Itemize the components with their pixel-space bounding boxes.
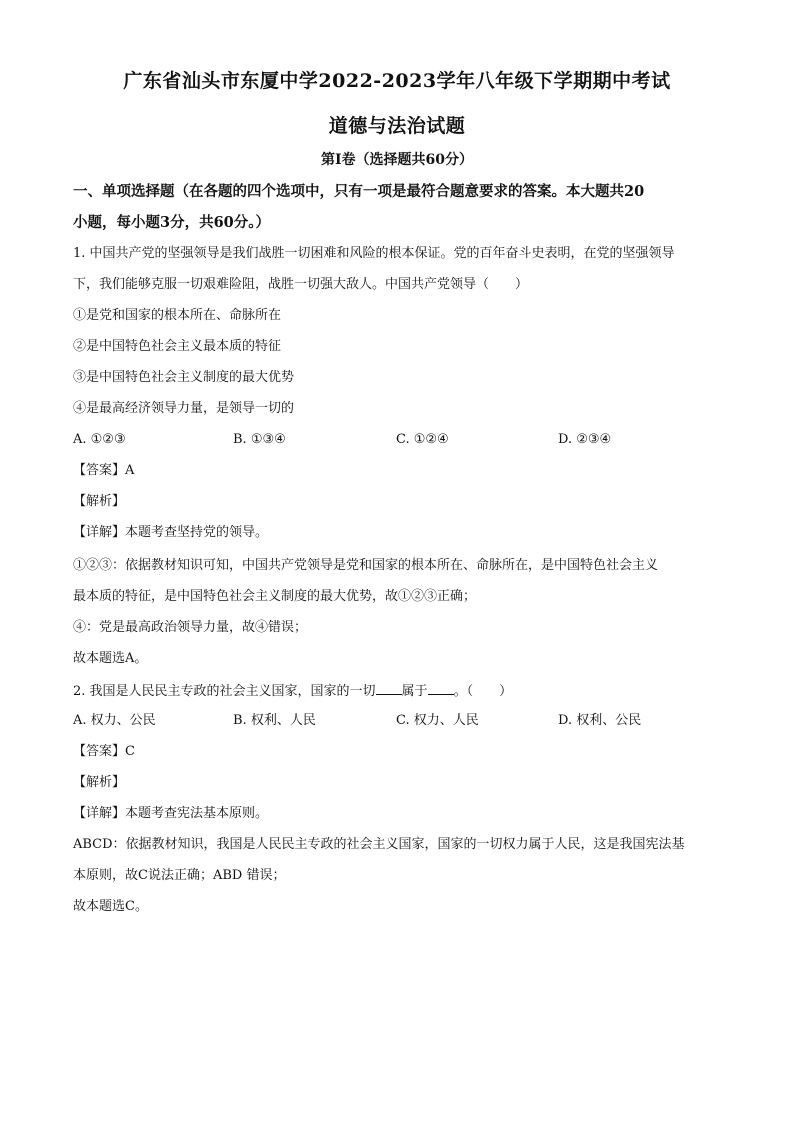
q2-explanation-line1: ABCD：依据教材知识，我国是人民民主专政的社会主义国家，国家的一切权力属于人民，这是我国宪法基 [73,837,685,852]
q2-conclusion: 故本题选C。 [73,899,148,914]
q2-option-a: A. 权力、公民 [73,713,156,728]
q1-item-4: ④是最高经济领导力量，是领导一切的 [73,401,295,416]
q2-blank-2 [428,681,454,695]
q2-blank-1 [376,681,402,695]
q1-conclusion: 故本题选A。 [73,651,148,666]
section-heading-line2: 小题，每小题3分，共60分。） [73,214,271,231]
q1-option-c: C. ①②④ [396,432,449,447]
q1-stem-line1: 1. 中国共产党的坚强领导是我们战胜一切困难和风险的根本保证。党的百年奋斗史表明，在党的坚强领导 [73,246,675,261]
q1-answer: 【答案】A [73,463,135,478]
q1-option-b: B. ①③④ [233,432,286,447]
section-heading [73,176,723,238]
q2-detail: 【详解】本题考查宪法基本原则。 [73,806,269,821]
q1-stem-line2: 下，我们能够克服一切艰难险阻，战胜一切强大敌人。中国共产党领导（ ） [73,277,529,292]
q2-answer: 【答案】C [73,744,135,759]
q2-explanation-line2: 本原则，故C说法正确；ABD 错误； [73,868,286,883]
q2-analysis-label: 【解析】 [73,775,126,790]
q2-option-c: C. 权力、人民 [396,713,479,728]
q2-stem-part3: 。（ ） [453,684,513,699]
q2-stem-part2: 属于 [401,684,428,699]
q1-item-3: ③是中国特色社会主义制度的最大优势 [73,370,295,385]
q2-option-d: D. 权利、公民 [558,713,642,728]
q1-option-a: A. ①②③ [73,432,126,447]
section-heading-line1: 一、单项选择题（在各题的四个选项中，只有一项是最符合题意要求的答案。本大题共20 [73,183,645,200]
q1-detail: 【详解】本题考查坚持党的领导。 [73,525,269,540]
q2-stem-part1: 2. 我国是人民民主专政的社会主义国家，国家的一切 [73,684,376,699]
q2-stem [73,681,728,701]
q1-analysis-label: 【解析】 [73,494,126,509]
q1-explanation-line2: 最本质的特征，是中国特色社会主义制度的最大优势，故①②③正确； [73,589,477,604]
exam-subject: 道德与法治试题 [328,115,466,137]
exam-title: 广东省汕头市东厦中学2022-2023学年八年级下学期期中考试 [123,70,671,92]
q2-option-b: B. 权利、人民 [233,713,316,728]
q1-option-d: D. ②③④ [558,432,612,447]
q1-explanation-item4: ④：党是最高政治领导力量，故④错误； [73,620,308,635]
part-heading: 第Ⅰ卷（选择题共60分） [320,152,474,168]
q1-item-1: ①是党和国家的根本所在、命脉所在 [73,308,282,323]
q1-item-2: ②是中国特色社会主义最本质的特征 [73,339,282,354]
q1-explanation-line1: ①②③：依据教材知识可知，中国共产党领导是党和国家的根本所在、命脉所在，是中国特色社会主义 [73,558,659,573]
